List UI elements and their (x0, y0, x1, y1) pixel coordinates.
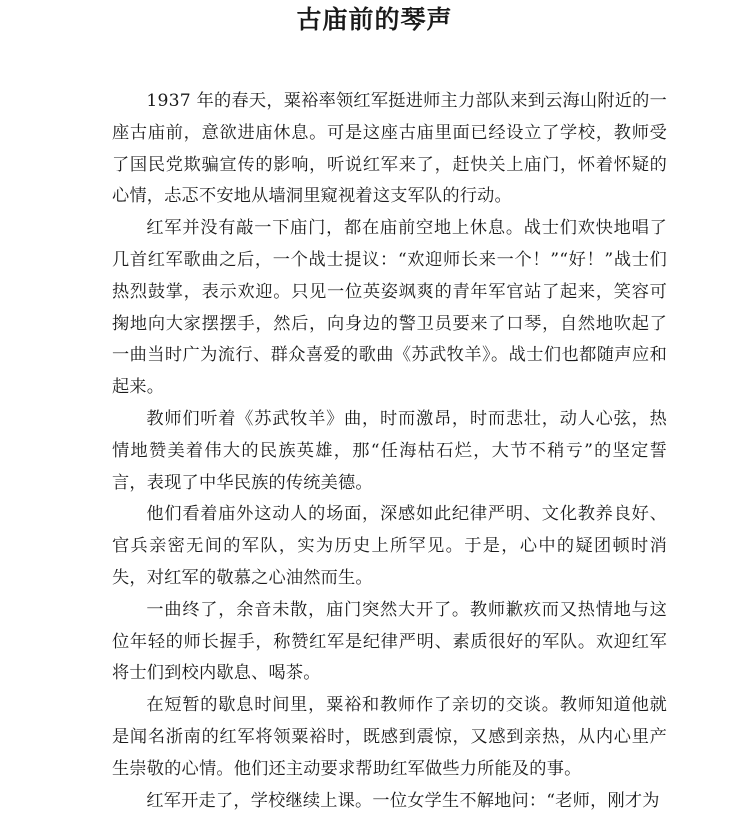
paragraph-1: 1937 年的春天，粟裕率领红军挺进师主力部队来到云海山附近的一座古庙前，意欲进庙休息。可是这座古庙里面已经设立了学校，教师受了国民党欺骗宣传的影响，听说红军来了，赶快关上庙门，怀着怀疑的心情，忐忑不安地从墙洞里窥视着这支军队的行动。 (112, 91, 667, 207)
document-title: 古庙前的琴声 (296, 5, 453, 34)
paragraph-6: 在短暂的歇息时间里，粟裕和教师作了亲切的交谈。教师知道他就是闻名浙南的红军将领粟裕时，既感到震惊，又感到亲热，从内心里产生崇敬的心情。他们还主动要求帮助红军做些力所能及的事。 (112, 695, 667, 779)
paragraph-2: 红军并没有敲一下庙门，都在庙前空地上休息。战士们欢快地唱了几首红军歌曲之后，一个战士提议：“欢迎师长来一个！”“好！”战士们热烈鼓掌，表示欢迎。只见一位英姿飒爽的青年军官站了起来，笑容可掬地向大家摆摆手，然后，向身边的警卫员要来了口琴，自然地吹起了一曲当时广为流行、群众喜爱的歌曲《苏武牧羊》。战士们也都随声应和起来。 (112, 218, 667, 398)
paragraph-3: 教师们听着《苏武牧羊》曲，时而激昂，时而悲壮，动人心弦，热情地赞美着伟大的民族英雄，那“任海枯石烂，大节不稍亏”的坚定誓言，表现了中华民族的传统美德。 (112, 408, 667, 493)
document-body (112, 86, 667, 817)
paragraph-5: 一曲终了，余音未散，庙门突然大开了。教师歉疚而又热情地与这位年轻的师长握手，称赞红军是纪律严明、素质很好的军队。欢迎红军将士们到校内歇息、喝茶。 (112, 599, 667, 684)
paragraph-4: 他们看着庙外这动人的场面，深感如此纪律严明、文化教养良好、官兵亲密无间的军队，实为历史上所罕见。于是，心中的疑团顿时消失，对红军的敬慕之心油然而生。 (112, 504, 667, 588)
paragraph-7: 红军开走了，学校继续上课。一位女学生不解地问：“老师，刚才为 (146, 790, 660, 811)
